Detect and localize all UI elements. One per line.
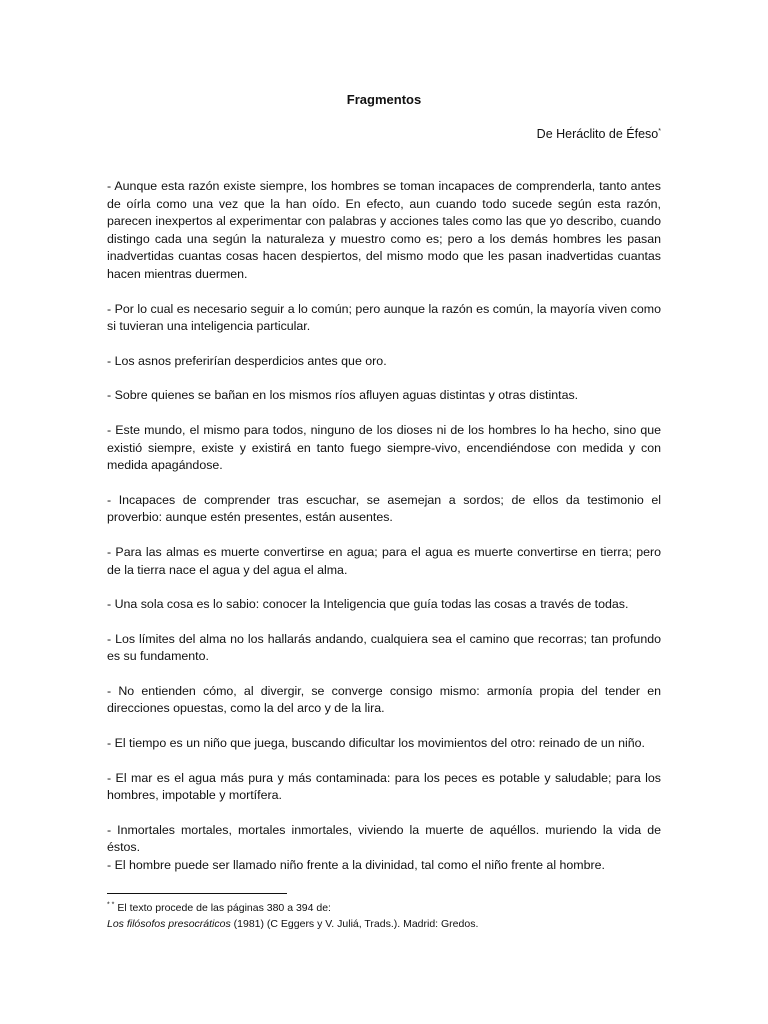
footnote-reference-marker: * bbox=[658, 127, 661, 135]
document-subtitle bbox=[537, 127, 661, 141]
footnote-book-title: Los filósofos presocráticos bbox=[107, 918, 231, 930]
fragment-paragraph: - Este mundo, el mismo para todos, ninguno de los dioses ni de los hombres lo ha hecho, sino que existió siempre, existe y existirá en tanto fuego siempre-vivo, encendiéndose con medida y con medida apagándose. bbox=[107, 422, 661, 473]
author-attribution: De Heráclito de Éfeso bbox=[536, 127, 659, 141]
footnote-separator bbox=[107, 893, 287, 894]
fragment-paragraph: - El tiempo es un niño que juega, buscando dificultar los movimientos del otro: reinado de un niño. bbox=[107, 736, 645, 751]
fragment-paragraph: - Los límites del alma no los hallarás andando, cualquiera sea el camino que recorras; tan profundo es su fundamento. bbox=[107, 631, 661, 664]
footnote bbox=[107, 900, 667, 932]
fragment-paragraph: - Los asnos preferirían desperdicios antes que oro. bbox=[107, 353, 387, 368]
fragment-paragraph: - Incapaces de comprender tras escuchar, se asemejan a sordos; de ellos da testimonio el proverbio: aunque estén presentes, están ausentes. bbox=[107, 492, 661, 525]
fragment-paragraph: - El mar es el agua más pura y más contaminada: para los peces es potable y saludable; para los hombres, impotable y mortífera. bbox=[107, 770, 661, 803]
fragment-paragraph: - Para las almas es muerte convertirse en agua; para el agua es muerte convertirse en tierra; pero de la tierra nace el agua y del agua el alma. bbox=[107, 544, 661, 577]
footnote-marker: * * bbox=[107, 901, 115, 909]
fragment-paragraph: - Aunque esta razón existe siempre, los hombres se toman incapaces de comprenderla, tanto antes de oírla como una vez que la han oído. En efecto, aun cuando todo sucede según esta razón, parecen inexpertos al experimentar con palabras y acciones tales como las que yo describo, cuando distingo cada una según la naturaleza y muestro como es; pero a los demás hombres les pasan inadvertidas cuantas cosas hacen despiertos, del mismo modo que les pasan inadvertidas cuantas hacen mientras duermen. bbox=[107, 179, 661, 281]
footnote-line-1 bbox=[107, 900, 667, 916]
fragment-paragraph: - Una sola cosa es lo sabio: conocer la Inteligencia que guía todas las cosas a través de todas. bbox=[107, 597, 629, 612]
fragment-paragraph: - Sobre quienes se bañan en los mismos ríos afluyen aguas distintas y otras distintas. bbox=[107, 388, 579, 403]
fragment-paragraph: - No entienden cómo, al divergir, se converge consigo mismo: armonía propia del tender en direcciones opuestas, como la del arco y de la lira. bbox=[107, 683, 661, 716]
footnote-citation: (1981) (C Eggers y V. Juliá, Trads.). Madrid: Gredos. bbox=[230, 918, 479, 930]
document-title: Fragmentos bbox=[346, 92, 422, 107]
footnote-line-2 bbox=[107, 916, 667, 932]
fragments-body bbox=[107, 178, 661, 875]
fragment-paragraph: - El hombre puede ser llamado niño frente a la divinidad, tal como el niño frente al hombre. bbox=[107, 858, 605, 873]
footnote-source-pages: El texto procede de las páginas 380 a 394 de: bbox=[114, 902, 331, 914]
fragment-paragraph: - Por lo cual es necesario seguir a lo común; pero aunque la razón es común, la mayoría viven como si tuvieran una inteligencia particular. bbox=[107, 301, 661, 334]
fragment-paragraph: - Inmortales mortales, mortales inmortales, viviendo la muerte de aquéllos. muriendo la vida de éstos. bbox=[107, 822, 661, 855]
